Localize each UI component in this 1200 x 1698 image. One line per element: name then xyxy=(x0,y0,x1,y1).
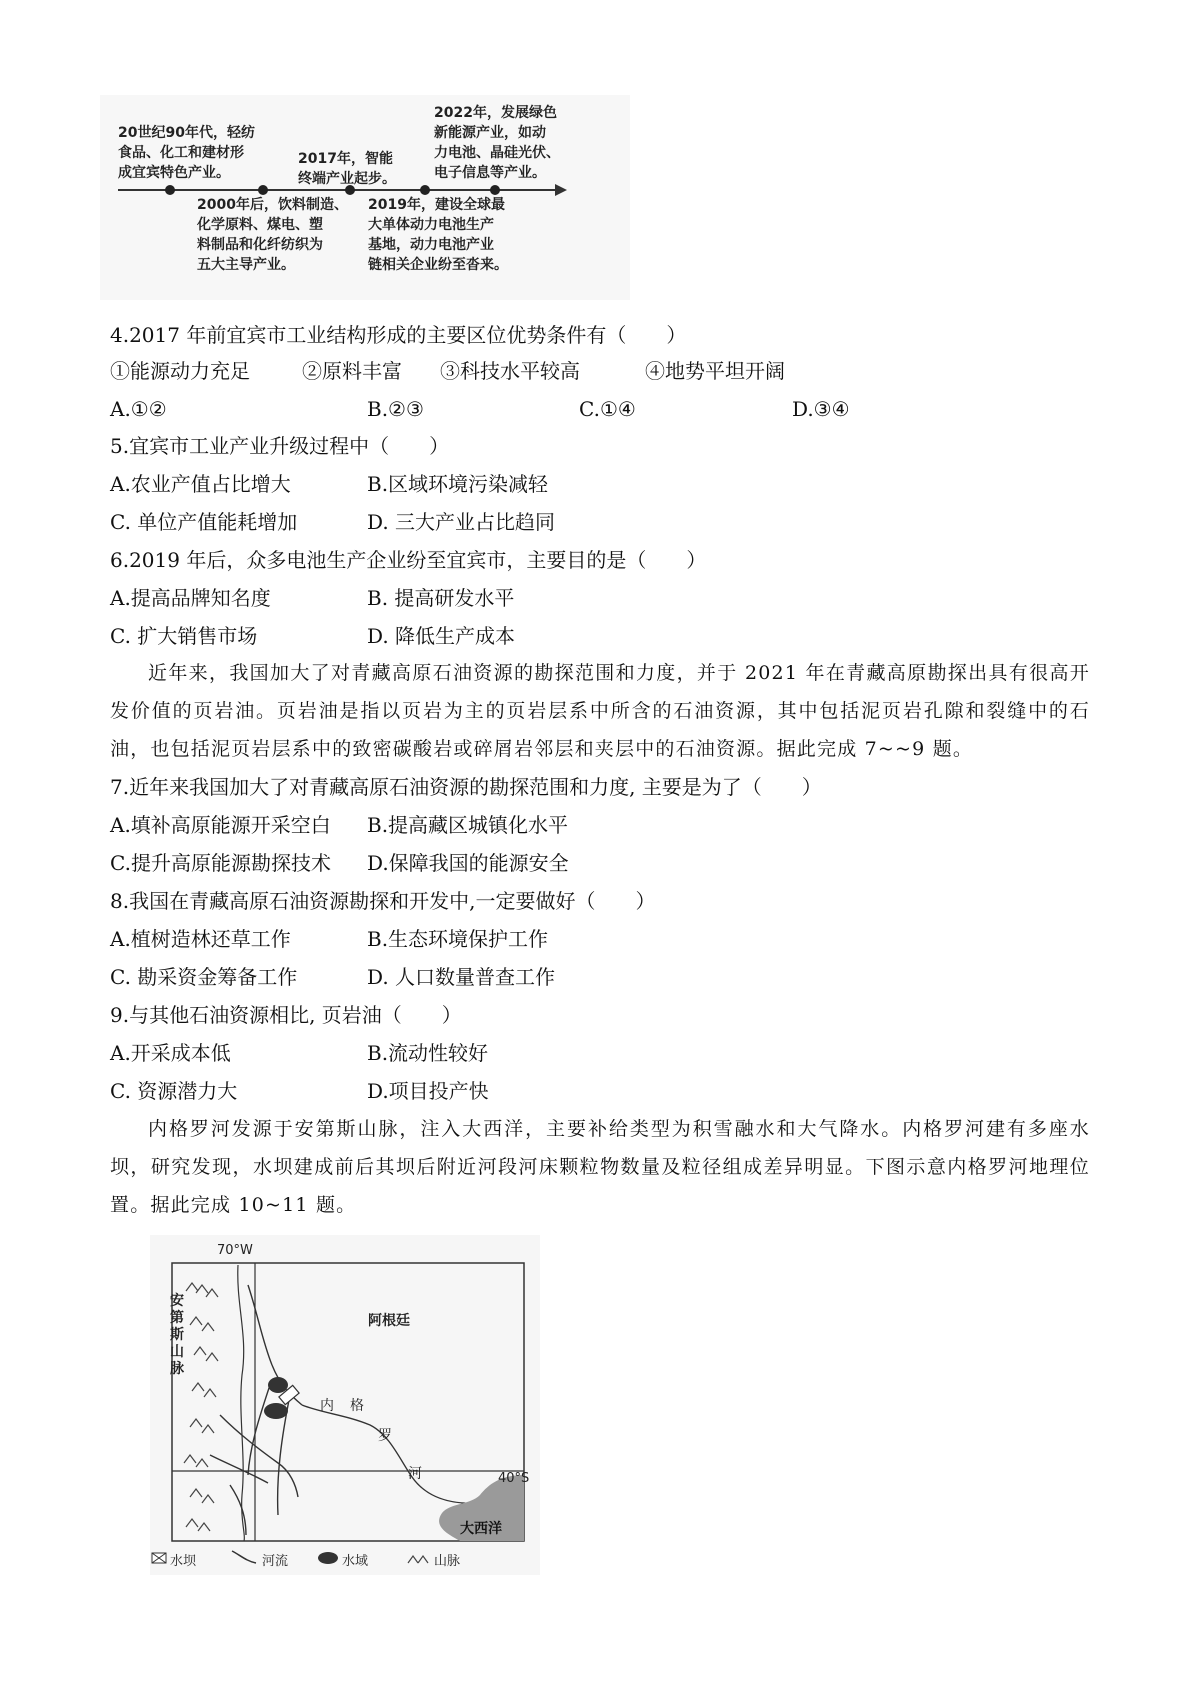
question-7-option-c[interactable]: C.提升高原能源勘探技术 xyxy=(110,851,331,875)
timeline-item-2017: 2017年，智能 终端产业起步。 xyxy=(298,151,396,187)
question-7-option-a[interactable]: A.填补高原能源开采空白 xyxy=(110,813,331,837)
question-4-option-d[interactable]: D.③④ xyxy=(792,397,850,421)
question-6-option-c[interactable]: C. 扩大销售市场 xyxy=(110,624,258,648)
mountains-label: 安第斯山脉 xyxy=(170,1293,184,1377)
question-8-stem: 8.我国在青藏高原石油资源勘探和开发中,一定要做好（ ） xyxy=(110,889,656,913)
timeline-item-2019: 2019年，建设全球最 大单体动力电池生产 基地，动力电池产业 链相关企业纷至沓来。 xyxy=(368,197,508,273)
question-4-item: ②原料丰富 xyxy=(302,359,402,383)
question-8-option-d[interactable]: D. 人口数量普查工作 xyxy=(367,965,556,989)
question-9-option-a[interactable]: A.开采成本低 xyxy=(110,1041,231,1065)
meridian-label: 70°W xyxy=(217,1243,253,1258)
question-8-option-b[interactable]: B.生态环境保护工作 xyxy=(367,927,549,951)
question-9-option-c[interactable]: C. 资源潜力大 xyxy=(110,1079,238,1103)
question-4-stem: 4.2017 年前宜宾市工业结构形成的主要区位优势条件有（ ） xyxy=(110,323,687,347)
question-9-option-d[interactable]: D.项目投产快 xyxy=(367,1079,489,1103)
timeline-dot xyxy=(258,185,268,195)
question-4-item: ①能源动力充足 xyxy=(110,359,250,383)
river-label-char: 格 xyxy=(350,1398,364,1414)
question-8-option-c[interactable]: C. 勘采资金筹备工作 xyxy=(110,965,298,989)
question-5-option-a[interactable]: A.农业产值占比增大 xyxy=(110,472,291,496)
timeline-item-2022: 2022年，发展绿色 新能源产业，如动 力电池、晶硅光伏、 电子信息等产业。 xyxy=(434,105,560,181)
parallel-label: 40°S xyxy=(498,1471,530,1486)
question-4-item: ③科技水平较高 xyxy=(440,359,580,383)
question-6-option-d[interactable]: D. 降低生产成本 xyxy=(367,624,516,648)
question-5-option-c[interactable]: C. 单位产值能耗增加 xyxy=(110,510,298,534)
country-label: 阿根廷 xyxy=(368,1313,410,1329)
question-9-option-b[interactable]: B.流动性较好 xyxy=(367,1041,489,1065)
water-body xyxy=(264,1403,288,1419)
question-8-option-a[interactable]: A.植树造林还草工作 xyxy=(110,927,291,951)
timeline-dot xyxy=(420,185,430,195)
legend-dam-label: 水坝 xyxy=(170,1554,197,1569)
river-label-char: 内 xyxy=(320,1398,334,1414)
question-5-option-b[interactable]: B.区域环境污染减轻 xyxy=(367,472,549,496)
question-4-option-c[interactable]: C.①④ xyxy=(579,397,636,421)
timeline-dot xyxy=(165,185,175,195)
legend-water-label: 水域 xyxy=(342,1554,369,1569)
timeline-item-1990s: 20世纪90年代，轻纺 食品、化工和建材形 成宜宾特色产业。 xyxy=(118,125,255,181)
passage-negro-river: 内格罗河发源于安第斯山脉，注入大西洋，主要补给类型为积雪融水和大气降水。内格罗河建有多座水坝，研究发现，水坝建成前后其坝后附近河段河床颗粒物数量及粒径组成差异明显。下图示意内格罗河地理位置。据此完成 10~11 题。 xyxy=(110,1118,1090,1216)
legend-mountain-label: 山脉 xyxy=(434,1554,461,1569)
negro-river-map xyxy=(150,1235,540,1575)
timeline-figure xyxy=(100,95,630,300)
question-7-option-b[interactable]: B.提高藏区城镇化水平 xyxy=(367,813,569,837)
question-7-stem: 7.近年来我国加大了对青藏高原石油资源的勘探范围和力度, 主要是为了（ ） xyxy=(110,775,822,799)
river-label-char: 河 xyxy=(408,1466,422,1482)
question-6-option-b[interactable]: B. 提高研发水平 xyxy=(367,586,515,610)
question-4-item: ④地势平坦开阔 xyxy=(645,359,785,383)
passage-shale-oil: 近年来，我国加大了对青藏高原石油资源的勘探范围和力度，并于 2021 年在青藏高原勘探出具有很高开发价值的页岩油。页岩油是指以页岩为主的页岩层系中所含的石油资源，其中包括泥页岩孔隙和裂缝中的石油，也包括泥页岩层系中的致密碳酸岩或碎屑岩邻层和夹层中的石油资源。据此完成 7~~9 题。 xyxy=(110,662,1090,760)
question-4-option-b[interactable]: B.②③ xyxy=(367,397,424,421)
ocean-label: 大西洋 xyxy=(460,1521,502,1537)
question-6-stem: 6.2019 年后，众多电池生产企业纷至宜宾市，主要目的是（ ） xyxy=(110,548,707,572)
question-7-option-d[interactable]: D.保障我国的能源安全 xyxy=(367,851,569,875)
legend-river-label: 河流 xyxy=(262,1554,289,1569)
question-5-option-d[interactable]: D. 三大产业占比趋同 xyxy=(367,510,556,534)
question-6-option-a[interactable]: A.提高品牌知名度 xyxy=(110,586,271,610)
question-9-stem: 9.与其他石油资源相比, 页岩油（ ） xyxy=(110,1003,462,1027)
timeline-item-2000: 2000年后，饮料制造、 化学原料、煤电、塑 料制品和化纤纺织为 五大主导产业。 xyxy=(197,197,348,273)
question-4-option-a[interactable]: A.①② xyxy=(110,397,167,421)
river-label-char: 罗 xyxy=(378,1428,392,1444)
water-body xyxy=(268,1377,288,1393)
timeline-dot xyxy=(490,185,500,195)
question-5-stem: 5.宜宾市工业产业升级过程中（ ） xyxy=(110,434,450,458)
